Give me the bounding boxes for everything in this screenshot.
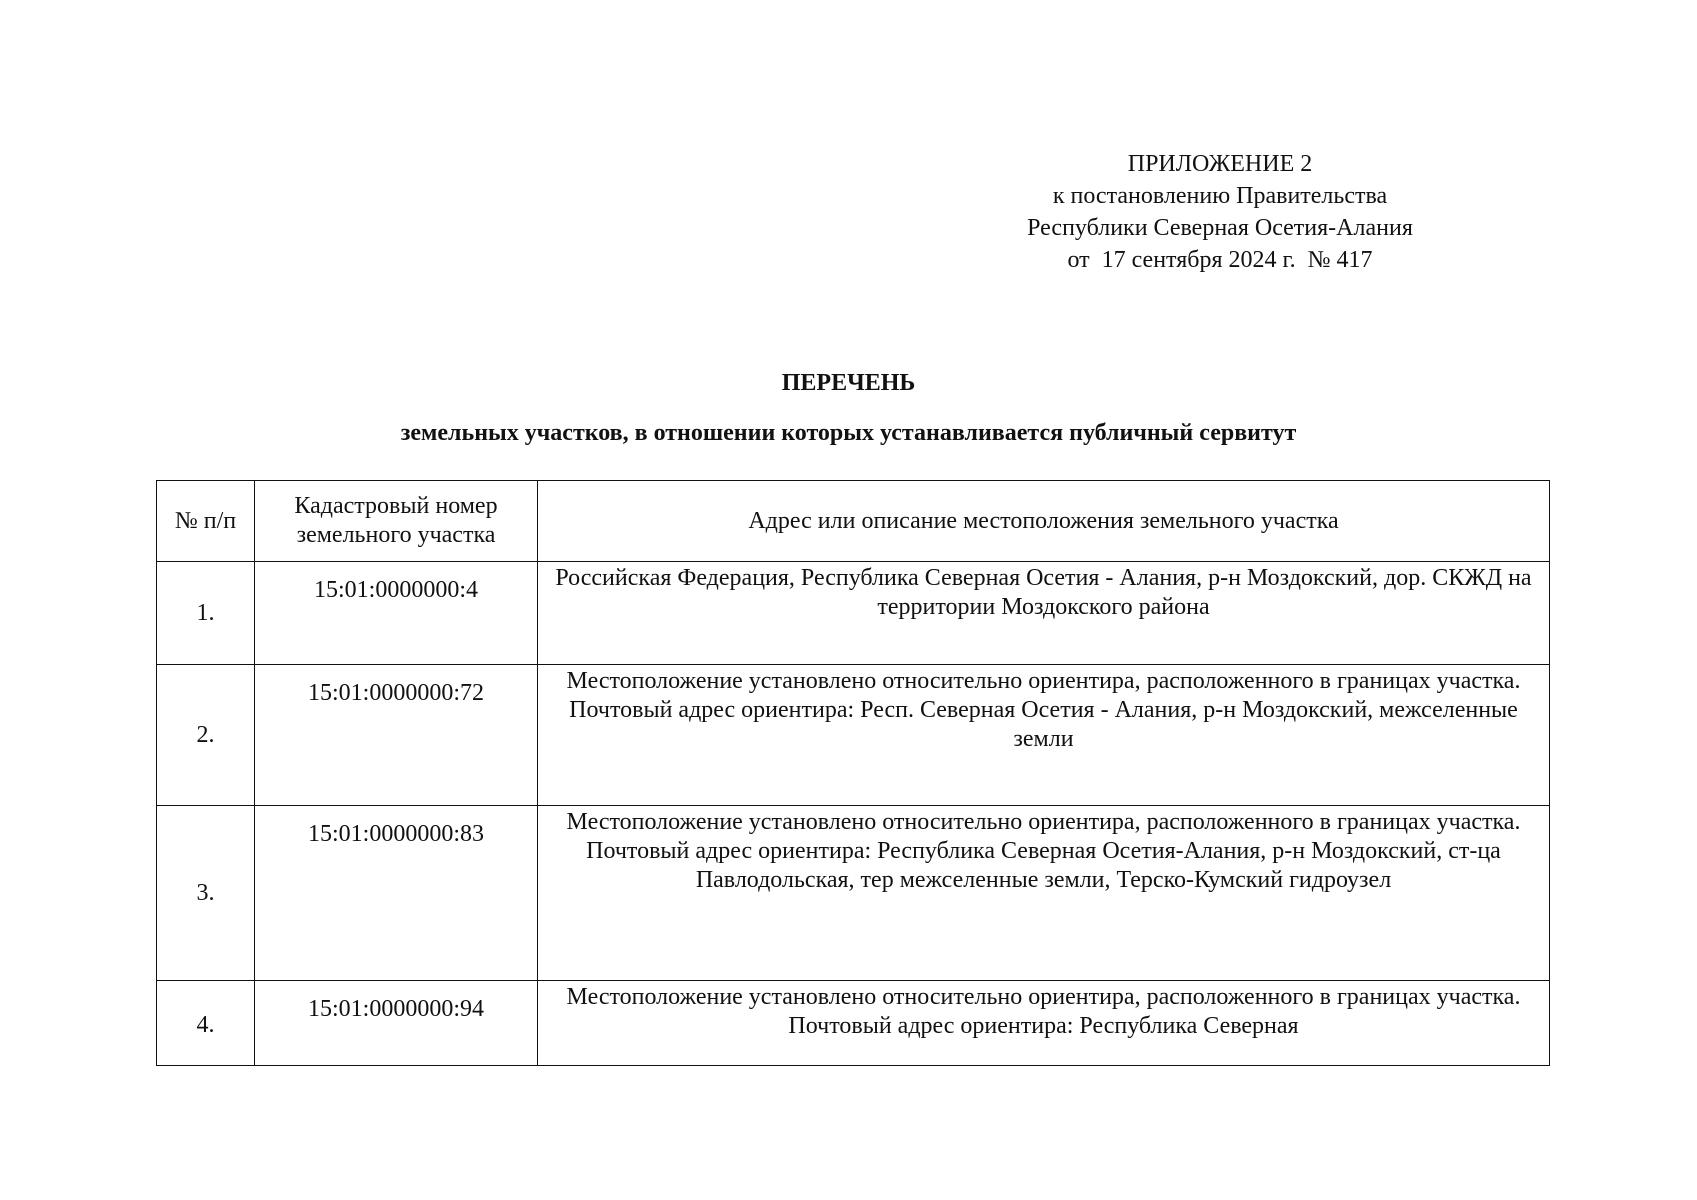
appendix-header — [960, 148, 1480, 276]
row-num: 1. — [157, 562, 255, 665]
row-address: Местоположение установлено относительно ориентира, расположенного в границах участка. Почтовый адрес ориентира: Республика Северная Осетия-Алания, р-н Моздокский, ст-ца Павлодольская, тер межселенные земли, Терско-Кумский гидроузел — [538, 806, 1550, 981]
table-header-row — [157, 481, 1550, 562]
row-cadastral: 15:01:0000000:94 — [255, 981, 538, 1066]
header-num: № п/п — [157, 481, 255, 562]
row-num: 3. — [157, 806, 255, 981]
row-num: 2. — [157, 665, 255, 806]
appendix-number: ПРИЛОЖЕНИЕ 2 — [1127, 151, 1313, 177]
row-address: Местоположение установлено относительно ориентира, расположенного в границах участка. Почтовый адрес ориентира: Республика Северная — [538, 981, 1550, 1066]
row-cadastral: 15:01:0000000:72 — [255, 665, 538, 806]
row-cadastral: 15:01:0000000:4 — [255, 562, 538, 665]
header-cadastral: Кадастровый номер земельного участка — [255, 481, 538, 562]
table-row — [157, 665, 1550, 806]
table-row — [157, 562, 1550, 665]
document-title: ПЕРЕЧЕНЬ — [781, 370, 916, 396]
table-row — [157, 806, 1550, 981]
appendix-reference: к постановлению Правительства — [1052, 183, 1388, 209]
row-num: 4. — [157, 981, 255, 1066]
row-cadastral: 15:01:0000000:83 — [255, 806, 538, 981]
row-address: Российская Федерация, Республика Северная Осетия - Алания, р-н Моздокский, дор. СКЖД на территории Моздокского района — [538, 562, 1550, 665]
header-address: Адрес или описание местоположения земельного участка — [538, 481, 1550, 562]
table-row — [157, 981, 1550, 1066]
row-address: Местоположение установлено относительно ориентира, расположенного в границах участка. Почтовый адрес ориентира: Респ. Северная Осетия - Алания, р-н Моздокский, межселенные земли — [538, 665, 1550, 806]
document-subtitle: земельных участков, в отношении которых устанавливается публичный сервитут — [400, 420, 1297, 446]
land-plots-table — [156, 480, 1550, 1066]
appendix-issuer: Республики Северная Осетия-Алания — [1027, 215, 1413, 241]
appendix-date-number: от 17 сентября 2024 г. № 417 — [1067, 247, 1373, 273]
